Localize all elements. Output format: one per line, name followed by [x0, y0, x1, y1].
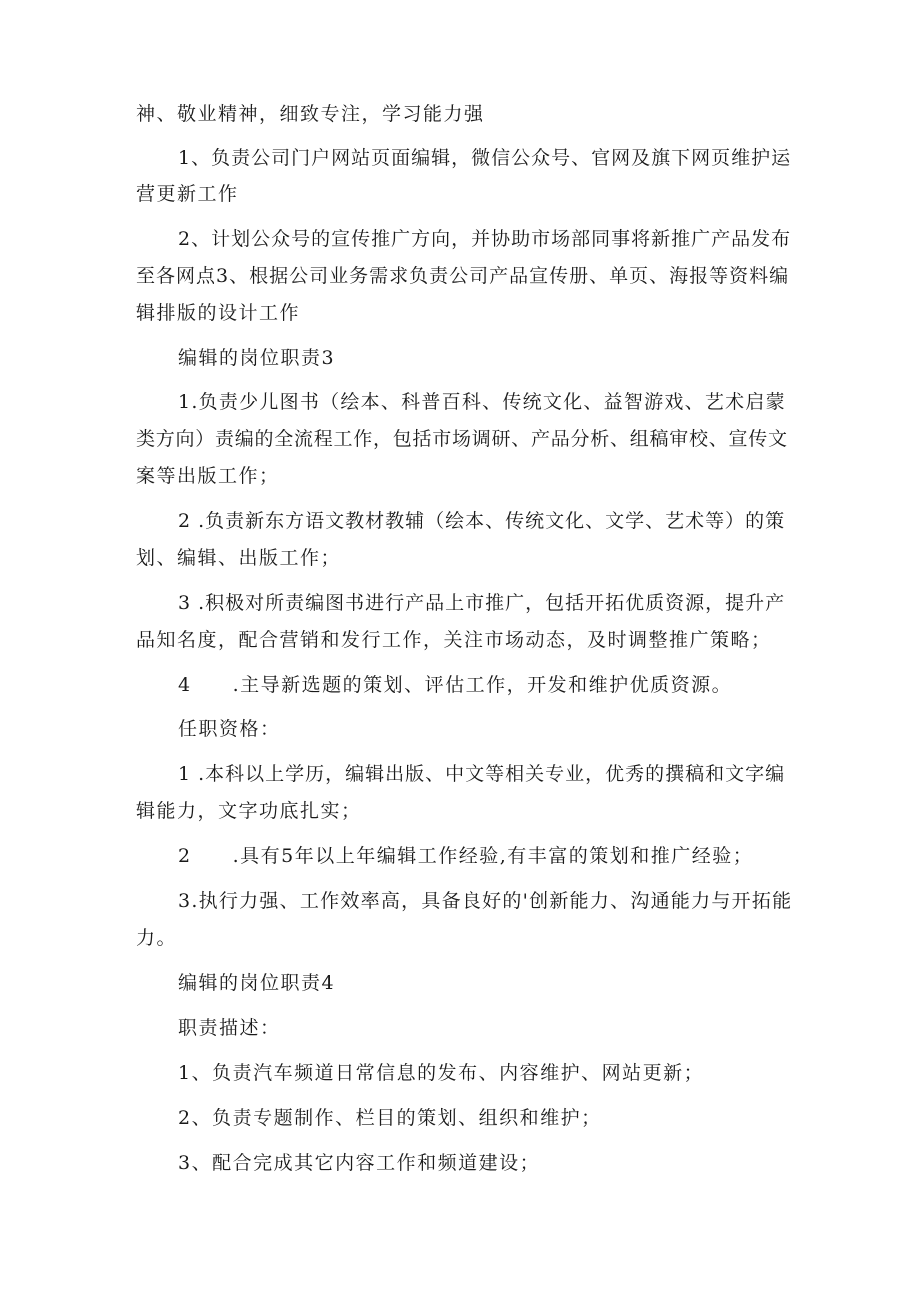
text-line: 力。 — [136, 927, 178, 949]
text-line: 案等出版工作； — [136, 465, 280, 487]
text-line: 辑排版的设计工作 — [136, 302, 301, 324]
text-line: 2、负责专题制作、栏目的策划、组织和维护； — [178, 1107, 602, 1129]
text-line: 神、敬业精神，细致专注，学习能力强 — [136, 103, 485, 125]
section-heading: 编辑的岗位职责4 — [178, 972, 336, 994]
section-heading: 编辑的岗位职责3 — [178, 347, 336, 369]
text-line: 辑能力，文字功底扎实； — [136, 800, 362, 822]
text-line: 1、负责公司门户网站页面编辑，微信公众号、官网及旗下网页维护运 — [178, 147, 792, 169]
text-line: 品知名度，配合营销和发行工作，关注市场动态，及时调整推广策略； — [136, 629, 772, 651]
text-line: 3 .积极对所责编图书进行产品上市推广，包括开拓优质资源，提升产 — [178, 592, 786, 614]
section-heading: 职责描述： — [178, 1017, 281, 1039]
text-line: 2 .负责新东方语文教材教辅（绘本、传统文化、文学、艺术等）的策 — [178, 510, 786, 532]
text-line: 1.负责少儿图书（绘本、科普百科、传统文化、益智游戏、艺术启蒙 — [178, 391, 786, 413]
text-line: 3.执行力强、工作效率高，具备良好的'创新能力、沟通能力与开拓能 — [178, 890, 793, 912]
text-line: 1、负责汽车频道日常信息的发布、内容维护、网站更新； — [178, 1062, 705, 1084]
text-line: 4 .主导新选题的策划、评估工作，开发和维护优质资源。 — [178, 674, 733, 696]
text-line: 划、编辑、出版工作； — [136, 547, 342, 569]
text-line: 营更新工作 — [136, 183, 239, 205]
text-line: 3、配合完成其它内容工作和频道建设； — [178, 1152, 541, 1174]
text-line: 至各网点3、根据公司业务需求负责公司产品宣传册、单页、海报等资料编 — [136, 265, 790, 287]
text-line: 2 .具有5年以上年编辑工作经验,有丰富的策划和推广经验； — [178, 845, 754, 867]
text-line: 1 .本科以上学历，编辑出版、中文等相关专业，优秀的撰稿和文字编 — [178, 763, 786, 785]
text-line: 2、计划公众号的宣传推广方向，并协助市场部同事将新推广产品发布 — [178, 228, 792, 250]
section-heading: 任职资格： — [178, 718, 281, 740]
text-line: 类方向）责编的全流程工作，包括市场调研、产品分析、组稿审校、宣传文 — [136, 428, 788, 450]
